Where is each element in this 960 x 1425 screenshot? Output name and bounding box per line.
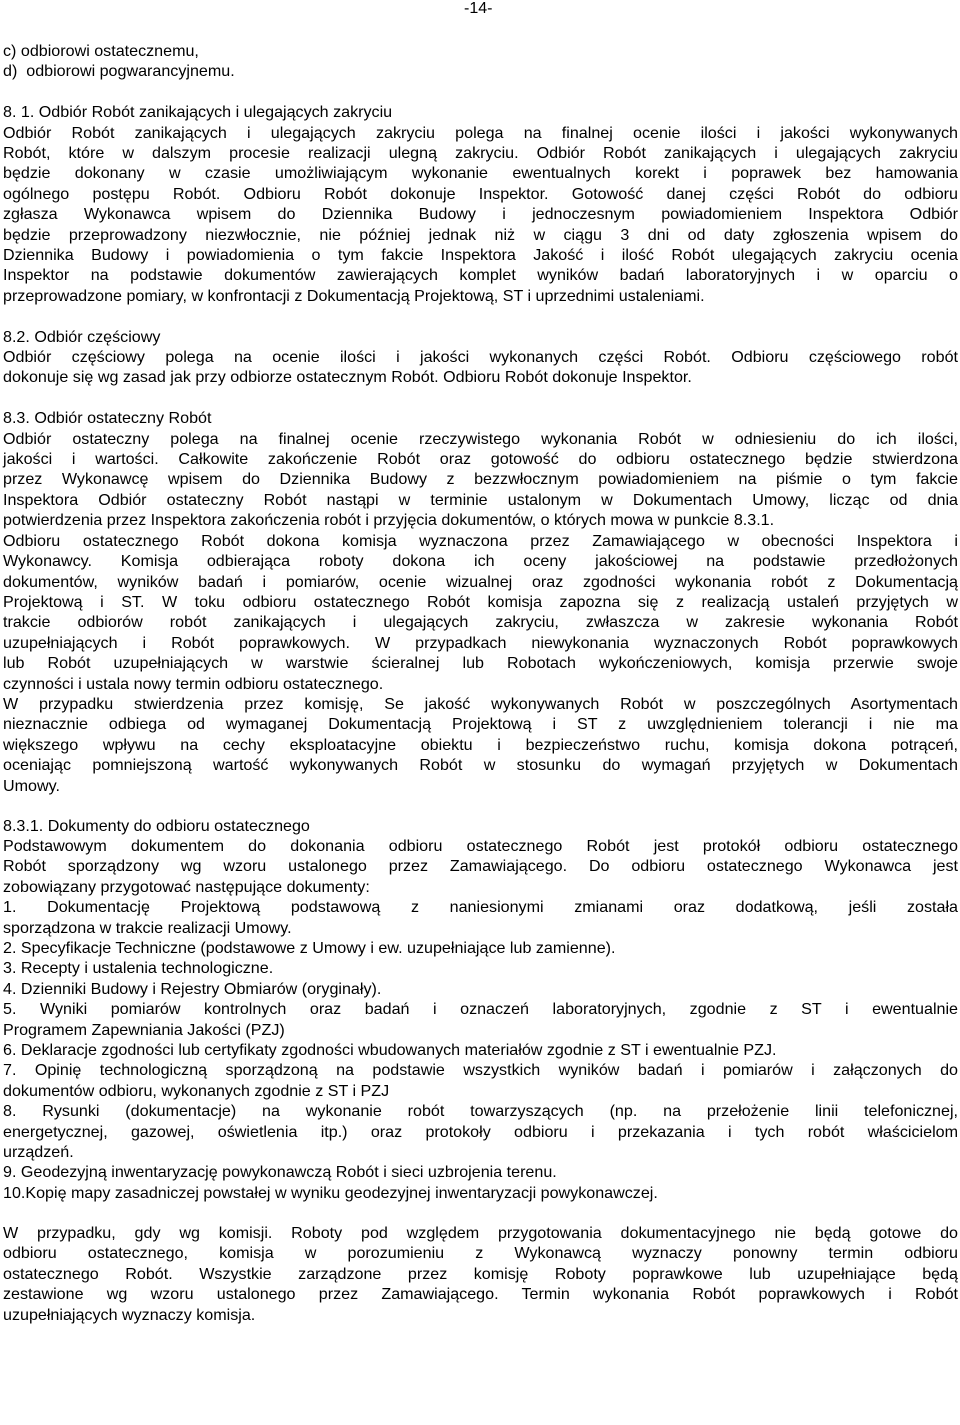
section-8-3-1-line: Robót sporządzony wg wzoru ustalonego przez Zamawiającego. Do odbioru ostatecznego Wykonawca jest	[3, 857, 958, 876]
document-list-item: urządzeń.	[3, 1143, 74, 1162]
list-item-c: c) odbiorowi ostatecznemu,	[3, 42, 199, 60]
document-list-item: 9. Geodezyjną inwentaryzację powykonawczą Robót i sieci uzbrojenia terenu.	[3, 1163, 557, 1182]
section-8-3-line: oceniając pomniejszoną wartość wykonywanych Robót w stosunku do wymagań przyjętych w Dokumentach	[3, 756, 958, 775]
document-list-item: 1. Dokumentację Projektową podstawową z naniesionymi zmianami oraz dodatkową, jeśli została	[3, 898, 958, 917]
document-list-item: 5. Wyniki pomiarów kontrolnych oraz badań i oznaczeń laboratoryjnych, zgodnie z ST i ewentualnie	[3, 1000, 958, 1019]
section-8-3-line: przez Wykonawcę wpisem do Dziennika Budowy z bezzwłocznym powiadomieniem na piśmie o tym fakcie	[3, 470, 958, 489]
section-8-1-line: będzie dokonany w czasie umożliwiającym wykonanie ewentualnych korekt i poprawek bez hamowania	[3, 164, 958, 183]
section-8-3-line: trakcie odbiorów robót zanikających i ulegających zakryciu, zwłaszcza w zakresie wykonania Robót	[3, 613, 958, 632]
section-8-1-line: Dziennika Budowy i powiadomienia o tym fakcie Inspektora Jakość i ilość Robót ulegających zakryciu ocenia	[3, 246, 958, 265]
closing-paragraph-line: odbioru ostatecznego, komisja w porozumieniu z Wykonawcą wyznaczy ponowny termin odbioru	[3, 1244, 958, 1263]
section-8-3-line: nieznacznie odbiega od wymaganej Dokumentacją Projektową i ST z uwzględnieniem tolerancji i nie ma	[3, 715, 958, 734]
page-number: -14-	[464, 0, 493, 17]
document-list-item: 10.Kopię mapy zasadniczej powstałej w wyniku geodezyjnej inwentaryzacji powykonawczej.	[3, 1183, 658, 1202]
section-8-1-line: będzie przeprowadzony niezwłocznie, nie później jednak niż w ciągu 3 dni od daty zgłoszenia wpisem do	[3, 225, 958, 244]
section-8-3-line: potwierdzenia przez Inspektora zakończenia robót i przyjęcia dokumentów, o których mowa w punkcie 8.3.1.	[3, 511, 775, 530]
section-8-3-line: Wykonawcy. Komisja odbierająca roboty dokona ich oceny jakościowej na podstawie przedłożonych	[3, 552, 958, 571]
section-8-3-line: dokumentów, wyników badań i pomiarów, ocenie wizualnej oraz zgodności wykonania robót z Dokumentacją	[3, 572, 958, 591]
section-8-1-line: Inspektor na podstawie dokumentów zawierających komplet wyników badań laboratoryjnych i w oparciu o	[3, 266, 958, 285]
closing-paragraph-line: ostatecznego Robót. Wszystkie zarządzone przez komisję Roboty poprawkowe lub uzupełniające będą	[3, 1264, 958, 1283]
document-list-item: energetycznej, gazowej, oświetlenia itp.) oraz protokoły odbioru i przekazania i tych robót właścicielom	[3, 1122, 958, 1141]
section-8-2-line: Odbiór częściowy polega na ocenie ilości i jakości wykonanych części Robót. Odbioru częściowego robót	[3, 348, 958, 367]
document-list-item: dokumentów odbioru, wykonanych zgodnie z ST i PZJ	[3, 1081, 390, 1100]
document-body	[3, 41, 958, 1325]
section-8-2-line: dokonuje się wg zasad jak przy odbiorze ostatecznym Robót. Odbioru Robót dokonuje Inspektor.	[3, 368, 692, 387]
closing-paragraph-line: W przypadku, gdy wg komisji. Roboty pod względem przygotowania dokumentacyjnego nie będą gotowe do	[3, 1223, 958, 1242]
section-8-3-line: jakości i wartości. Całkowite zakończenie Robót oraz gotowość do odbioru ostatecznego będzie stwierdzona	[3, 450, 958, 469]
document-list-item: 3. Recepty i ustalenia technologiczne.	[3, 959, 274, 978]
document-list-item: 8. Rysunki (dokumentacje) na wykonanie robót towarzyszących (np. na przełożenie linii telefonicznej,	[3, 1102, 958, 1121]
section-8-3-line: czynności i ustala nowy termin odbioru ostatecznego.	[3, 674, 384, 693]
section-8-1-line: Odbiór Robót zanikających i ulegających zakryciu polega na finalnej ocenie ilości i jakości wykonywanych	[3, 123, 958, 142]
document-list-item: sporządzona w trakcie realizacji Umowy.	[3, 918, 292, 937]
section-8-3-line: Inspektora Odbiór ostateczny Robót nastąpi w terminie ustalonym w Dokumentach Umowy, licząc od dnia	[3, 490, 958, 509]
section-8-3-heading: 8.3. Odbiór ostateczny Robót	[3, 409, 212, 428]
section-8-3-1-heading: 8.3.1. Dokumenty do odbioru ostatecznego	[3, 816, 310, 835]
document-list-item: 2. Specyfikacje Techniczne (podstawowe z Umowy i ew. uzupełniające lub zamienne).	[3, 939, 616, 958]
closing-paragraph-line: zestawione wg wzoru ustalonego przez Zamawiającego. Termin wykonania Robót poprawkowych i Robót	[3, 1285, 958, 1304]
section-8-3-line: lub Robót uzupełniających w warstwie ścieralnej lub Robotach wykończeniowych, komisja przerwie swoje	[3, 654, 958, 673]
closing-paragraph-line: uzupełniających wyznaczy komisja.	[3, 1305, 256, 1324]
section-8-3-line: większego wpływu na cechy eksploatacyjne obiektu i bezpieczeństwo ruchu, komisja dokona potrąceń,	[3, 735, 958, 754]
section-8-1-line: Robót, które w dalszym procesie realizacji ulegną zakryciu. Odbiór Robót zanikających i ulegających zakryciu	[3, 144, 958, 163]
section-8-3-1-line: Podstawowym dokumentem do dokonania odbioru ostatecznego Robót jest protokół odbioru ostatecznego	[3, 836, 958, 855]
section-8-1-heading: 8. 1. Odbiór Robót zanikających i ulegających zakryciu	[3, 103, 393, 122]
document-list-item: 7. Opinię technologiczną sporządzoną na podstawie wszystkich wyników badań i pomiarów i załączonych do	[3, 1061, 958, 1080]
section-8-3-line: Odbiór ostateczny polega na finalnej ocenie rzeczywistego wykonania Robót w odniesieniu do ich ilości,	[3, 429, 958, 448]
section-8-1-line: przeprowadzone pomiary, w konfrontacji z Dokumentacją Projektową, ST i uprzednimi ustaleniami.	[3, 286, 705, 305]
document-list-item: 4. Dzienniki Budowy i Rejestry Obmiarów (oryginały).	[3, 979, 382, 998]
document-list-item: 6. Deklaracje zgodności lub certyfikaty zgodności wbudowanych materiałów zgodnie z ST i ewentualnie PZJ.	[3, 1041, 777, 1060]
section-8-3-line: uzupełniających i Robót poprawkowych. W przypadkach niewykonania wyznaczonych Robót poprawkowych	[3, 633, 958, 652]
section-8-2-heading: 8.2. Odbiór częściowy	[3, 327, 161, 346]
section-8-3-line: Projektową i ST. W toku odbioru ostatecznego Robót komisja zapozna się z realizacją ustaleń przyjętych w	[3, 592, 958, 611]
section-8-3-line: Umowy.	[3, 776, 60, 795]
section-8-3-1-line: zobowiązany przygotować następujące dokumenty:	[3, 877, 370, 896]
list-item-d: d) odbiorowi pogwarancyjnemu.	[3, 62, 235, 81]
document-list-item: Programem Zapewniania Jakości (PZJ)	[3, 1020, 285, 1039]
section-8-3-line: Odbioru ostatecznego Robót dokona komisja wyznaczona przez Zamawiającego w obecności Inspektora i	[3, 531, 958, 550]
section-8-1-line: ogólnego postępu Robót. Odbioru Robót dokonuje Inspektor. Gotowość danej części Robót do odbioru	[3, 184, 958, 203]
section-8-3-line: W przypadku stwierdzenia przez komisję, Se jakość wykonywanych Robót w poszczególnych Asortymentach	[3, 694, 958, 713]
section-8-1-line: zgłasza Wykonawca wpisem do Dziennika Budowy i jednoczesnym powiadomieniem Inspektora Odbiór	[3, 205, 958, 224]
